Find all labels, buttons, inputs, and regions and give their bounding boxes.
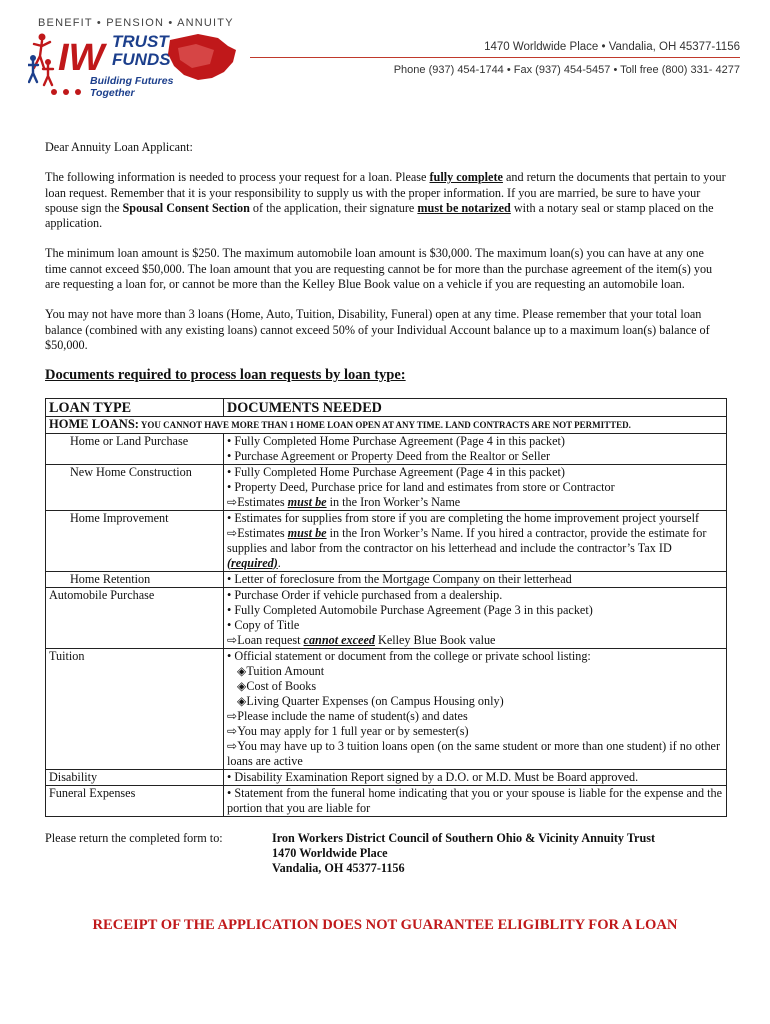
home-loans-label: HOME LOANS: [49, 416, 139, 431]
loan-documents-table [45, 398, 727, 817]
documents-cell: • Letter of foreclosure from the Mortgage Company on their letterhead [224, 571, 727, 587]
letter-body [45, 140, 727, 876]
table-row [46, 587, 727, 648]
eligibility-notice: RECEIPT OF THE APPLICATION DOES NOT GUARANTEE ELIGIBLITY FOR A LOAN [92, 917, 678, 933]
tagline: BENEFIT • PENSION • ANNUITY [38, 17, 234, 29]
documents-cell: • Fully Completed Home Purchase Agreement (Page 4 in this packet) • Purchase Agreement or Property Deed from the Realtor or Seller [224, 433, 727, 464]
documents-cell: • Statement from the funeral home indicating that you or your spouse is liable for the expense and the portion that you are liable for [224, 785, 727, 816]
documents-cell: • Purchase Order if vehicle purchased from a dealership. • Fully Completed Automobile Purchase Agreement (Page 3 in this packet) • Copy of Title ⇨Loan request cannot exceed Kelley Blue Book value [224, 587, 727, 648]
people-figures-icon [28, 34, 53, 86]
loan-type-cell: New Home Construction [46, 464, 224, 510]
header-loan-type: LOAN TYPE [46, 398, 224, 416]
documents-cell: • Estimates for supplies from store if you are completing the home improvement project yourself ⇨Estimates must be in the Iron Worker’s Name. If you hired a contractor, provide the estimate for supplies and labor from the contractor on his letterhead and include the contractor’s Tax ID (required). [224, 510, 727, 571]
return-address: Iron Workers District Council of Southern Ohio & Vicinity Annuity Trust 1470 Worldwide Place Vandalia, OH 45377-1156 [272, 830, 656, 875]
home-loans-row [46, 416, 727, 433]
paragraph-intro: The following information is needed to process your request for a loan. Please fully complete and return the documents that pertain to your loan request. Remember that it is your responsibility to supply us with the proper information. If you are married, be sure to have your spouse sign the Spousal Consent Section of the application, their signature must be notarized with a notary seal or stamp placed on the application. [45, 170, 726, 231]
return-label: Please return the completed form to: [45, 830, 223, 845]
table-header-row [46, 398, 727, 416]
loan-type-cell: Funeral Expenses [46, 785, 224, 816]
logo-iw: IW [58, 37, 105, 79]
address-line: 1470 Worldwide Place • Vandalia, OH 45377-1156 [484, 41, 740, 53]
documents-cell: • Official statement or document from the college or private school listing: ◈Tuition Amount ◈Cost of Books ◈Living Quarter Expenses (on Campus Housing only) ⇨Please include the name of student(s) and dates ⇨You may apply for 1 full year or by semester(s) ⇨You may have up to 3 tuition loans open (on the same student or more than one student) if no other loans are active [224, 648, 727, 769]
loan-type-cell: Home or Land Purchase [46, 433, 224, 464]
salutation: Dear Annuity Loan Applicant: [45, 140, 193, 154]
table-row [46, 769, 727, 785]
table-row [46, 464, 727, 510]
logo-funds: FUNDS [112, 50, 171, 69]
table-row [46, 648, 727, 769]
loan-type-cell: Tuition [46, 648, 224, 769]
return-address-block [45, 831, 727, 876]
table-row [46, 571, 727, 587]
iw-trust-funds-logo [28, 28, 243, 100]
logo-trust: TRUST [112, 32, 169, 51]
paragraph-max-loans: You may not have more than 3 loans (Home, Auto, Tuition, Disability, Funeral) open at any time. Please remember that your total loan balance (combined with any existing loans) cannot exceed 50% of your Individual Account balance up to a maximum loan(s) balance of $50,000. [45, 307, 710, 352]
logo-slogan-1: Building Futures [90, 75, 174, 87]
table-row [46, 510, 727, 571]
table-row [46, 785, 727, 816]
documents-cell: • Fully Completed Home Purchase Agreement (Page 4 in this packet) • Property Deed, Purchase price for land and estimates from store or Contractor ⇨Estimates must be in the Iron Worker’s Name [224, 464, 727, 510]
loan-type-cell: Automobile Purchase [46, 587, 224, 648]
home-loans-note: YOU CANNOT HAVE MORE THAN 1 HOME LOAN OPEN AT ANY TIME. LAND CONTRACTS ARE NOT PERMITTED. [138, 419, 631, 430]
loan-type-cell: Home Retention [46, 571, 224, 587]
documents-cell: • Disability Examination Report signed by a D.O. or M.D. Must be Board approved. [224, 769, 727, 785]
loan-type-cell: Disability [46, 769, 224, 785]
letterhead [0, 0, 770, 110]
table-row [46, 433, 727, 464]
section-heading: Documents required to process loan requests by loan type: [45, 367, 406, 384]
contact-line: Phone (937) 454-1744 • Fax (937) 454-5457 • Toll free (800) 331- 4277 [393, 64, 740, 76]
header-divider [250, 57, 740, 58]
loan-type-cell: Home Improvement [46, 510, 224, 571]
paragraph-limits: The minimum loan amount is $250. The maximum automobile loan amount is $30,000. The maximum loan(s) you can have at any one time cannot exceed $50,000. The loan amount that you are requesting cannot be for more than the purchase agreement of the item(s) you are requesting a loan for, or cannot be more than the Kelley Blue Book value on a vehicle if you are requesting an automobile loan. [45, 246, 713, 292]
logo-slogan-2: Together [90, 87, 135, 99]
header-documents-needed: DOCUMENTS NEEDED [224, 398, 727, 416]
